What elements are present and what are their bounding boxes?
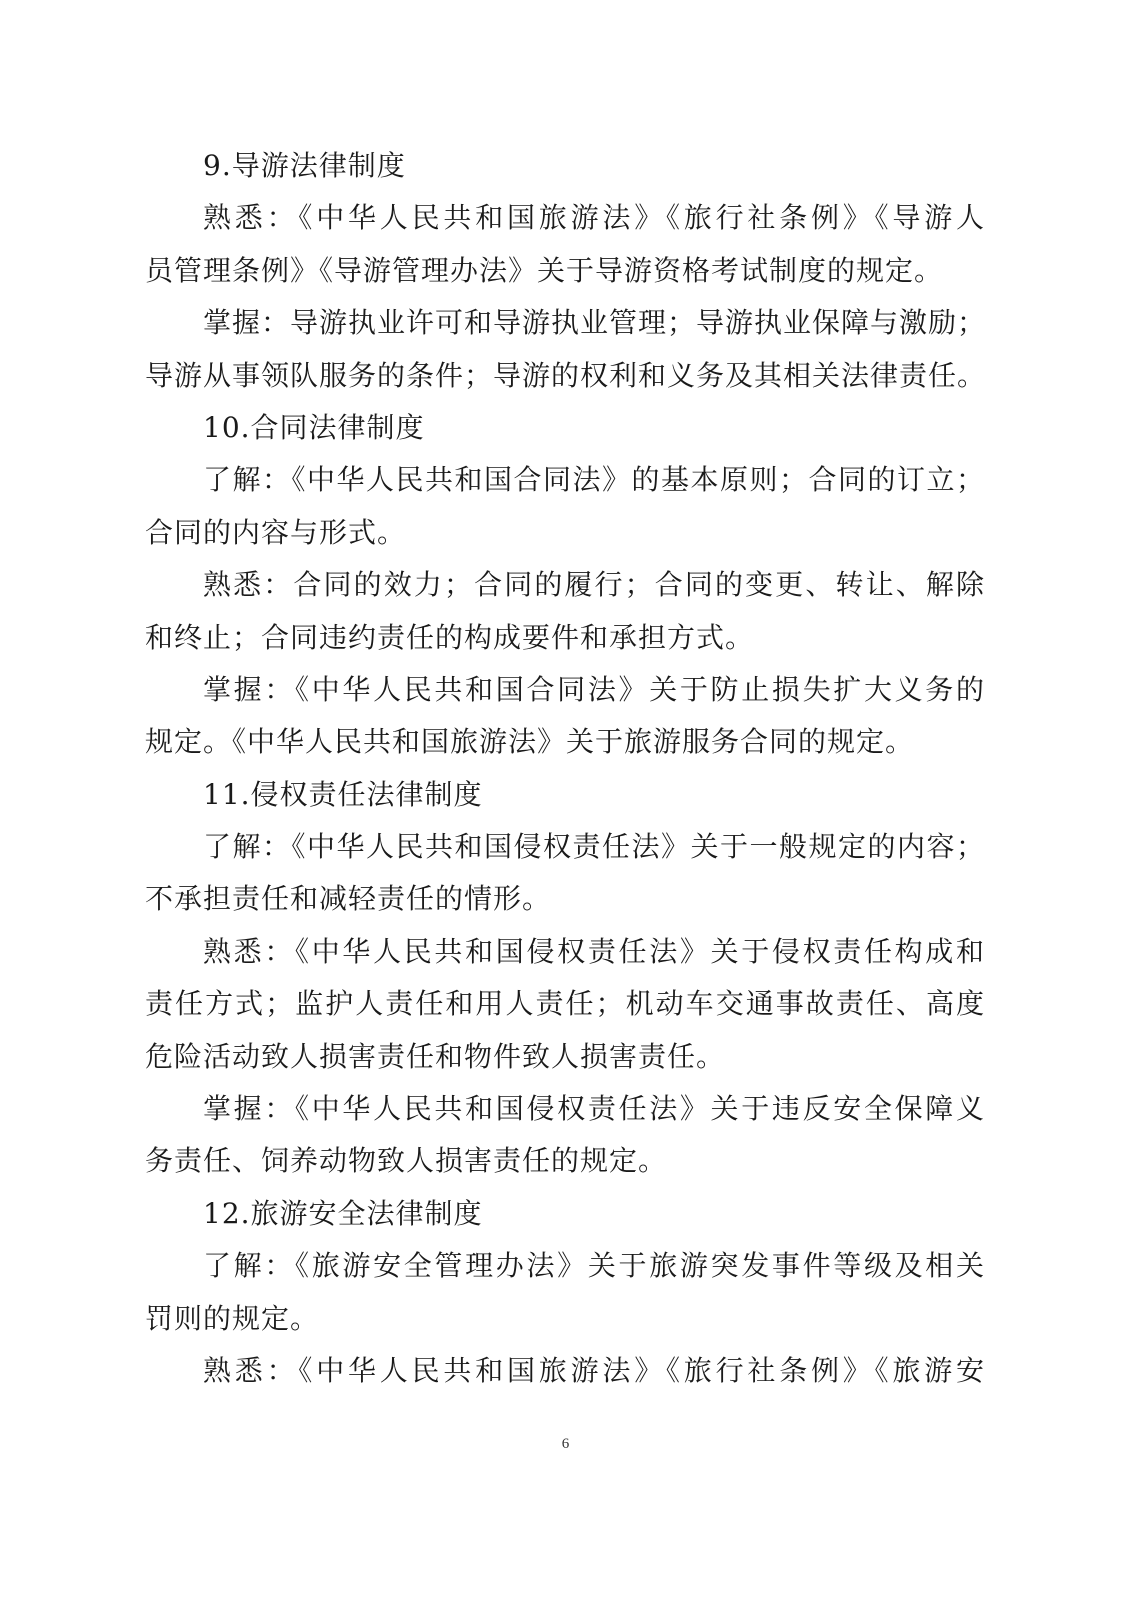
- paragraph-line: 务责任、饲养动物致人损害责任的规定。: [145, 1144, 668, 1178]
- paragraph-line: 危险活动致人损害责任和物件致人损害责任。: [145, 1039, 726, 1073]
- paragraph-line: 规定。《中华人民共和国旅游法》关于旅游服务合同的规定。: [145, 725, 915, 759]
- paragraph-line: 掌握：导游执业许可和导游执业管理；导游执业保障与激励；: [203, 306, 987, 340]
- paragraph-line: 熟悉：合同的效力；合同的履行；合同的变更、转让、解除: [203, 568, 985, 602]
- paragraph-line: 了解：《中华人民共和国侵权责任法》关于一般规定的内容；: [203, 830, 985, 864]
- document-body: [145, 140, 985, 1397]
- paragraph-line: 合同的内容与形式。: [145, 515, 407, 549]
- paragraph-line: 了解：《中华人民共和国合同法》的基本原则；合同的订立；: [203, 463, 985, 497]
- section-heading-12: 12.旅游安全法律制度: [203, 1196, 483, 1230]
- section-heading-9: 9.导游法律制度: [203, 149, 406, 182]
- paragraph-line: 熟悉：《中华人民共和国侵权责任法》关于侵权责任构成和: [203, 934, 985, 968]
- page-number: 6: [561, 1436, 570, 1452]
- paragraph-line: 导游从事领队服务的条件；导游的权利和义务及其相关法律责任。: [145, 358, 987, 392]
- paragraph-line: 和终止；合同违约责任的构成要件和承担方式。: [145, 620, 755, 654]
- paragraph-line: 熟悉：《中华人民共和国旅游法》《旅行社条例》《旅游安: [203, 1353, 985, 1387]
- paragraph-line: 罚则的规定。: [145, 1301, 320, 1335]
- paragraph-line: 责任方式；监护人责任和用人责任；机动车交通事故责任、高度: [145, 987, 985, 1021]
- paragraph-line: 掌握：《中华人民共和国合同法》关于防止损失扩大义务的: [203, 672, 985, 706]
- section-heading-11: 11.侵权责任法律制度: [203, 777, 483, 811]
- section-heading-10: 10.合同法律制度: [203, 410, 425, 444]
- paragraph-line: 了解：《旅游安全管理办法》关于旅游突发事件等级及相关: [203, 1249, 985, 1283]
- paragraph-line: 员管理条例》《导游管理办法》关于导游资格考试制度的规定。: [145, 253, 944, 287]
- paragraph-line: 熟悉：《中华人民共和国旅游法》《旅行社条例》《导游人: [203, 201, 985, 235]
- paragraph-line: 掌握：《中华人民共和国侵权责任法》关于违反安全保障义: [203, 1092, 985, 1126]
- paragraph-line: 不承担责任和减轻责任的情形。: [145, 882, 552, 916]
